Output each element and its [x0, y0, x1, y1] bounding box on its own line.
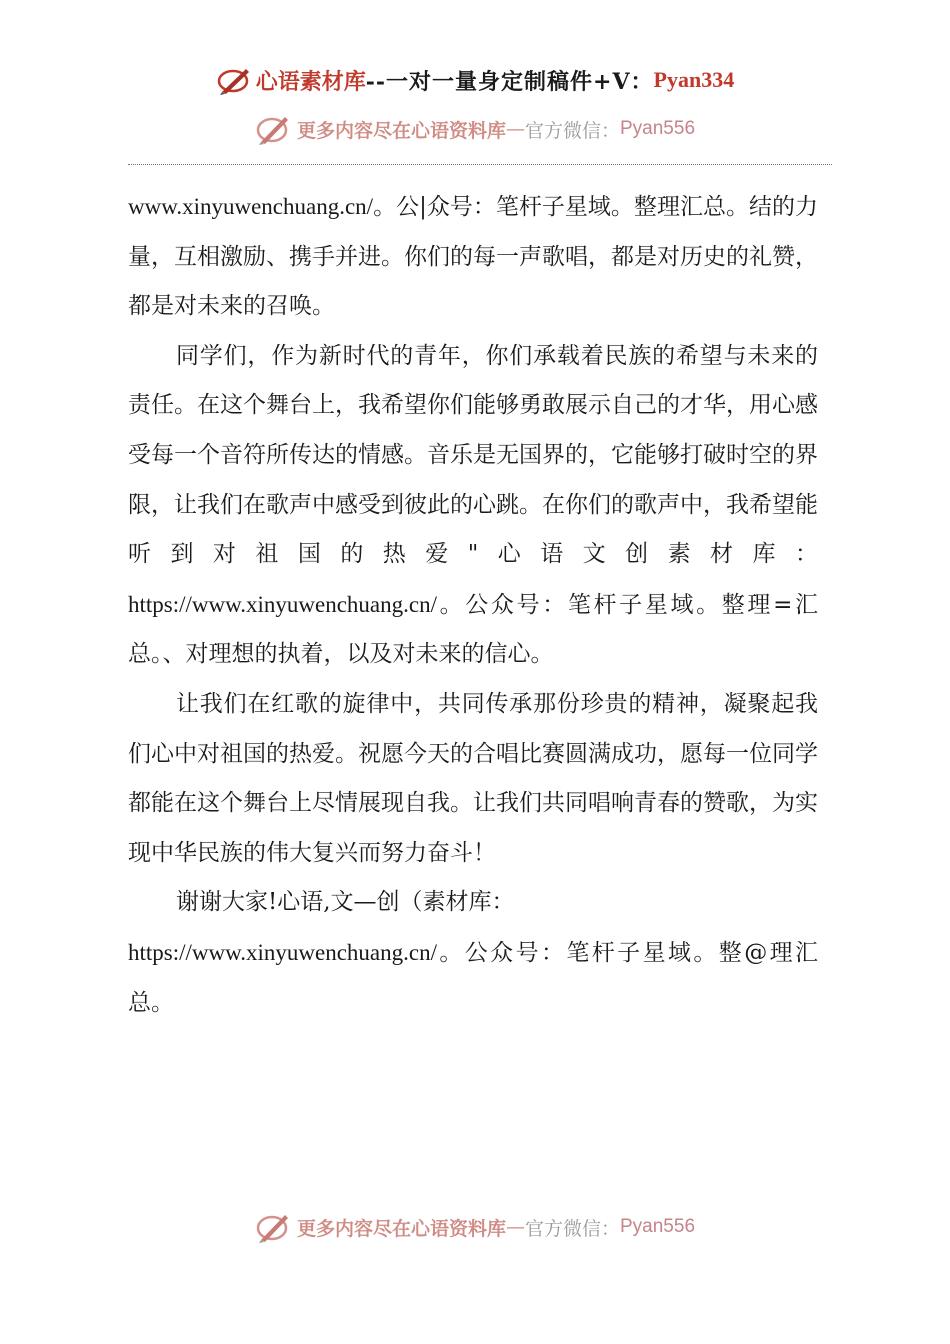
watermark-wechat-label: 官方微信： — [524, 119, 620, 142]
paragraph-2-text: 同学们，作为新时代的青年，你们承载着民族的希望与未来的责任。在这个舞台上，我希望你们能够勇敢展示自己的才华，用心感受每一个音符所传达的情感。音乐是无国界的，它能够打破时空的界限，让我们在歌声中感受到彼此的心跳。在你们的歌声中，我希望能听到对祖国的热爱"心语文创素材库： — [128, 342, 818, 568]
header-service-text: --一对一量身定制稿件+V： — [365, 68, 654, 95]
paragraph-2-url: https://www.xinyuwenchuang.cn/ — [128, 591, 437, 617]
footer-dash: — — [505, 1216, 525, 1238]
paragraph-2 — [128, 332, 818, 680]
paragraph-4: 谢谢大家!心语,文—创（素材库： — [176, 889, 515, 916]
footer-watermark — [0, 1210, 950, 1244]
paragraph-1-text: 。公|众号：笔杆子星域。整理汇总。结的力量，互相激励、携手并进。你们的每一声歌唱，都是对历史的礼赞，都是对未来的召唤。 — [128, 194, 818, 320]
paragraph-5-tail: 。公众号：笔杆子星域。整@理汇总。 — [128, 939, 818, 1016]
paragraph-1 — [128, 182, 818, 332]
pen-logo-icon — [216, 64, 254, 96]
footer-brand: 更多内容尽在心语资料库 — [296, 1217, 506, 1240]
paragraph-3: 让我们在红歌的旋律中，共同传承那份珍贵的精神，凝聚起我们心中对祖国的热爱。祝愿今天的合唱比赛圆满成功，愿每一位同学都能在这个舞台上尽情展现自我。让我们共同唱响青春的赞歌，为实现中华民族的伟大复兴而努力奋斗！ — [128, 690, 818, 866]
watermark-wechat-id: Pyan556 — [620, 118, 696, 139]
pen-logo-icon — [255, 112, 293, 146]
pen-logo-icon — [255, 1210, 293, 1244]
header-watermark — [0, 112, 950, 146]
watermark-dash: — — [505, 118, 525, 140]
header-brand: 心语素材库 — [255, 68, 366, 95]
paragraph-5-url: https://www.xinyuwenchuang.cn/ — [128, 939, 437, 965]
paragraph-1-url: www.xinyuwenchuang.cn/ — [128, 194, 374, 219]
paragraph-5 — [128, 928, 818, 1028]
header-banner — [0, 64, 950, 96]
header-contact-id: Pyan334 — [653, 67, 735, 92]
footer-wechat-label: 官方微信： — [524, 1217, 620, 1240]
watermark-brand: 更多内容尽在心语资料库 — [296, 119, 506, 142]
header-divider — [128, 164, 832, 165]
footer-wechat-id: Pyan556 — [620, 1216, 696, 1237]
paragraph-2-tail: 。公众号：笔杆子星域。整理=汇总。、对理想的执着，以及对未来的信心。 — [128, 591, 818, 668]
document-body — [128, 182, 818, 1028]
